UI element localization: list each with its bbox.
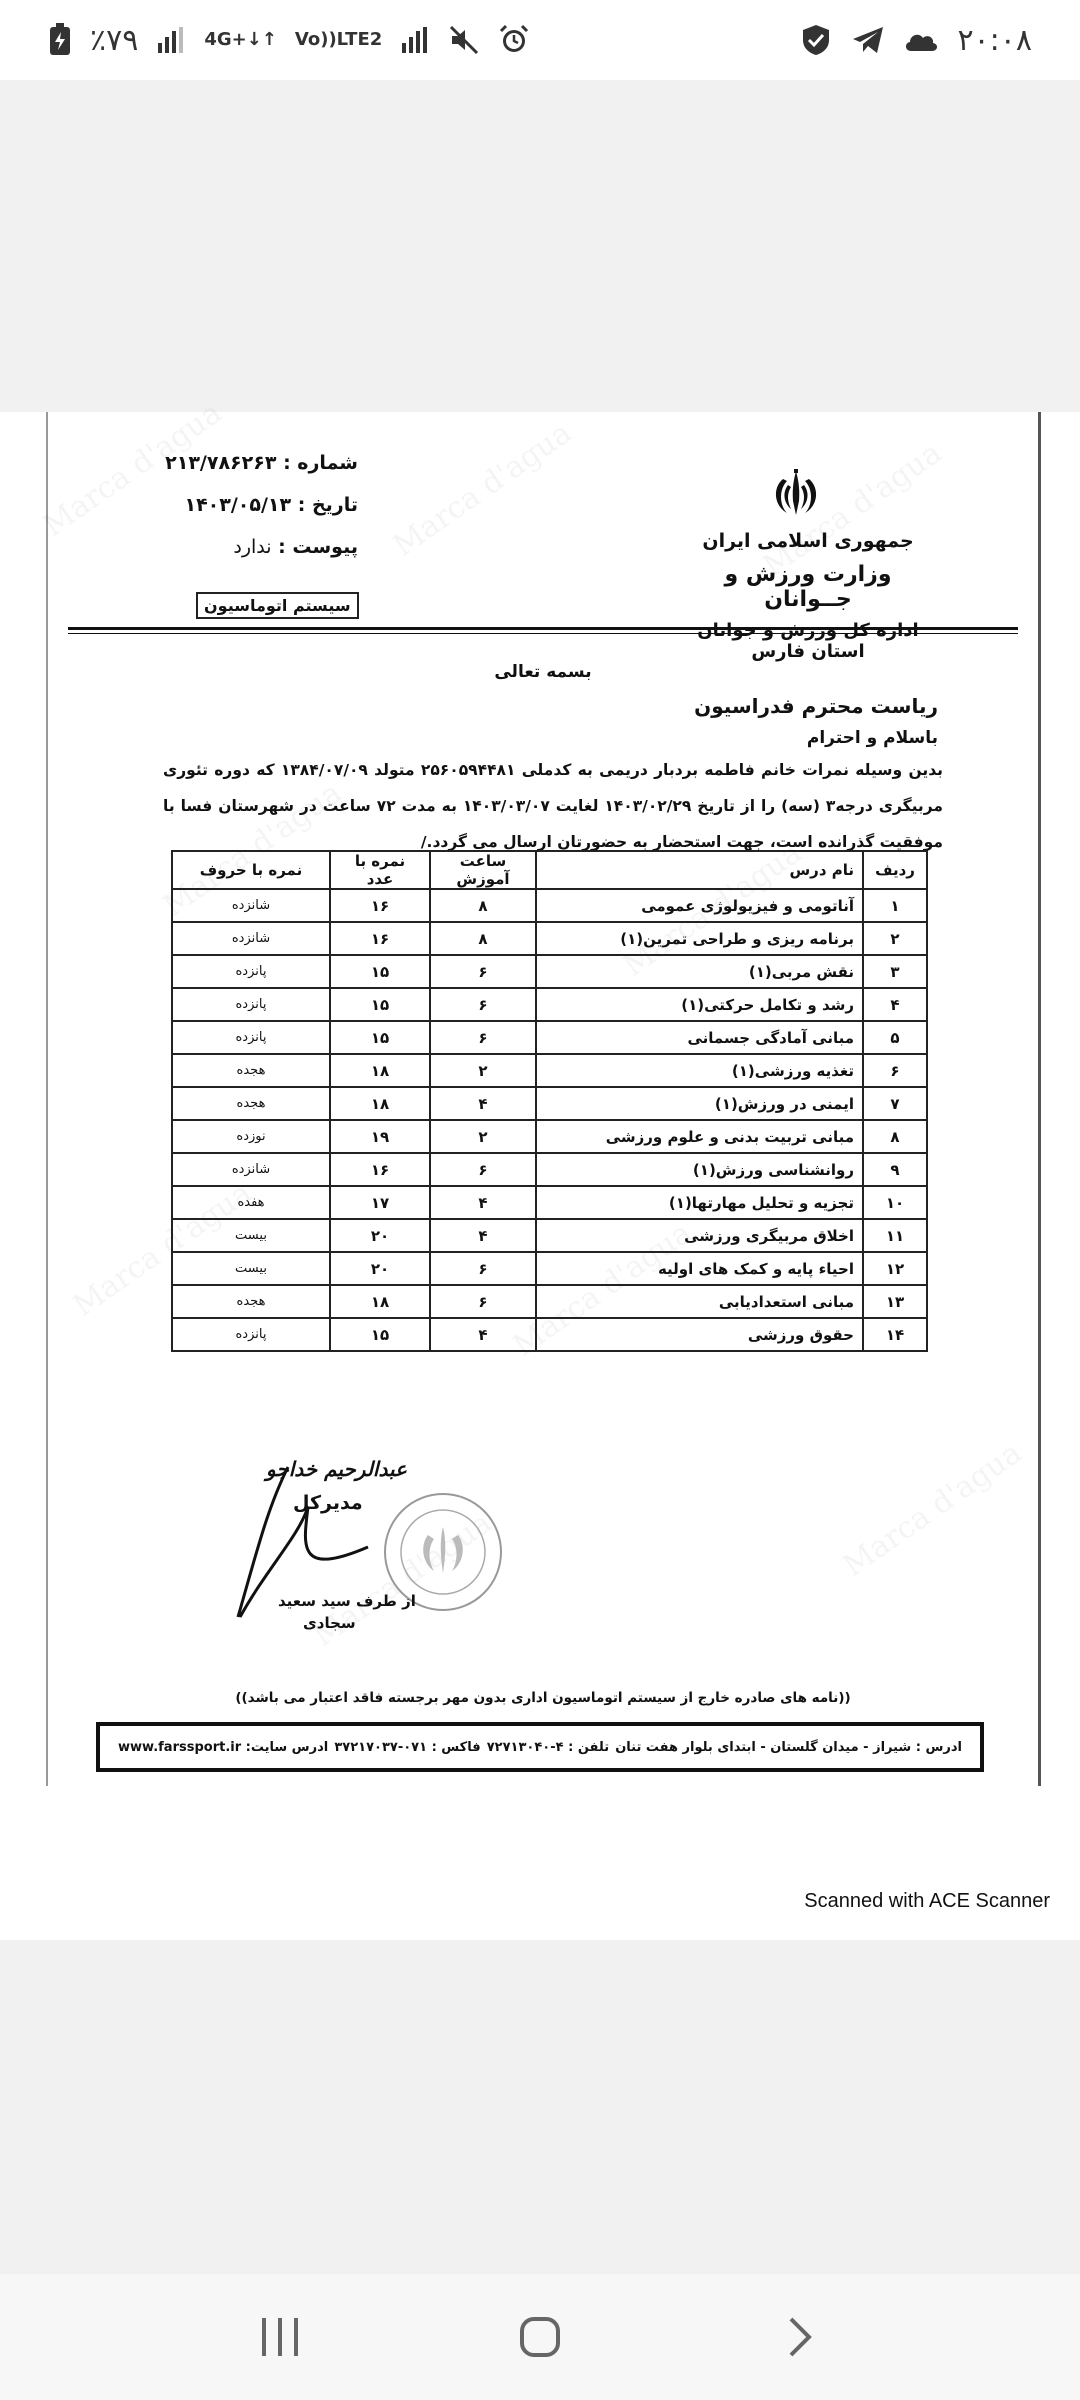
navigation-bar	[0, 2274, 1080, 2400]
course-name-cell: تجزیه و تحلیل مهارتها(۱)	[536, 1186, 863, 1219]
score-words-cell: بیست	[172, 1219, 330, 1252]
column-header: ساعت آموزش	[430, 851, 536, 889]
training-hours-cell: ۸	[430, 922, 536, 955]
training-hours-cell: ۴	[430, 1318, 536, 1351]
course-name-cell: حقوق ورزشی	[536, 1318, 863, 1351]
score-words-cell: هجده	[172, 1054, 330, 1087]
table-row	[172, 1285, 927, 1318]
row-number-cell: ۳	[863, 955, 927, 988]
grades-table	[171, 850, 928, 1352]
iran-emblem-icon	[765, 467, 827, 522]
course-name-cell: برنامه ریزی و طراحی تمرین(۱)	[536, 922, 863, 955]
course-name-cell: احیاء پایه و کمک های اولیه	[536, 1252, 863, 1285]
org-line-2: وزارت ورزش و جــوانان	[724, 562, 892, 612]
row-number-cell: ۱۴	[863, 1318, 927, 1351]
course-name-cell: نقش مربی(۱)	[536, 955, 863, 988]
document-page[interactable]	[0, 412, 1080, 1940]
home-icon	[518, 2315, 562, 2359]
row-number-cell: ۱۱	[863, 1219, 927, 1252]
score-words-cell: هفده	[172, 1186, 330, 1219]
header-divider	[68, 627, 1018, 630]
score-number-cell: ۱۵	[330, 1021, 430, 1054]
training-hours-cell: ۴	[430, 1087, 536, 1120]
table-row	[172, 1021, 927, 1054]
column-header: ردیف	[863, 851, 927, 889]
table-row	[172, 1054, 927, 1087]
training-hours-cell: ۶	[430, 1285, 536, 1318]
scanner-note: Scanned with ACE Scanner	[804, 1890, 1050, 1912]
letter-number: شماره : ۲۱۳/۷۸۶۲۶۳	[165, 452, 358, 474]
course-name-cell: رشد و تکامل حرکتی(۱)	[536, 988, 863, 1021]
training-hours-cell: ۶	[430, 988, 536, 1021]
table-row	[172, 922, 927, 955]
row-number-cell: ۹	[863, 1153, 927, 1186]
course-name-cell: اخلاق مربیگری ورزشی	[536, 1219, 863, 1252]
footer-contact-box	[96, 1722, 984, 1772]
footer-phone: تلفن : ۴-۷۲۷۱۳۰۴۰	[486, 1739, 610, 1755]
row-number-cell: ۱۰	[863, 1186, 927, 1219]
table-row	[172, 1219, 927, 1252]
row-number-cell: ۱۳	[863, 1285, 927, 1318]
row-number-cell: ۱۲	[863, 1252, 927, 1285]
back-button[interactable]	[760, 2297, 840, 2377]
table-body	[172, 889, 927, 1351]
footer-note: ((نامه های صادره خارج از سیستم اتوماسیون اداری بدون مهر برجسته فاقد اعتبار می باشد))	[235, 1690, 851, 1706]
organization-header	[678, 530, 938, 662]
recent-apps-icon	[258, 2316, 302, 2358]
table-row	[172, 1252, 927, 1285]
watermark	[387, 415, 578, 564]
table-row	[172, 889, 927, 922]
training-hours-cell: ۲	[430, 1054, 536, 1087]
letter-date: تاریخ : ۱۴۰۳/۰۵/۱۳	[184, 494, 358, 516]
training-hours-cell: ۶	[430, 1252, 536, 1285]
cloud-icon	[903, 27, 939, 53]
telegram-icon	[851, 25, 885, 55]
status-right	[799, 23, 1032, 58]
column-header: نمره با حروف	[172, 851, 330, 889]
course-name-cell: روانشناسی ورزش(۱)	[536, 1153, 863, 1186]
score-words-cell: شانزده	[172, 889, 330, 922]
signed-by: از طرف سید سعید	[278, 1592, 416, 1610]
recent-apps-button[interactable]	[240, 2297, 320, 2377]
course-name-cell: مبانی آمادگی جسمانی	[536, 1021, 863, 1054]
score-words-cell: هجده	[172, 1087, 330, 1120]
signed-by: سجادی	[303, 1614, 356, 1632]
training-hours-cell: ۴	[430, 1186, 536, 1219]
score-words-cell: نوزده	[172, 1120, 330, 1153]
training-hours-cell: ۶	[430, 955, 536, 988]
salutation: باسلام و احترام	[806, 728, 938, 748]
row-number-cell: ۸	[863, 1120, 927, 1153]
table-header-row	[172, 851, 927, 889]
training-hours-cell: ۶	[430, 1153, 536, 1186]
clock-time: ۲۰:۰۸	[957, 22, 1032, 58]
signal-icon	[400, 25, 430, 55]
network-indicator: 4G+ ↓↑	[204, 29, 277, 50]
score-number-cell: ۱۹	[330, 1120, 430, 1153]
course-name-cell: آناتومی و فیزیولوژی عمومی	[536, 889, 863, 922]
score-number-cell: ۱۶	[330, 1153, 430, 1186]
viewer-background-bottom	[0, 1940, 1080, 2274]
training-hours-cell: ۶	[430, 1021, 536, 1054]
header-divider	[68, 633, 1018, 634]
footer-address: ادرس : شیراز - میدان گلستان - ابتدای بلوار هفت تنان	[615, 1739, 962, 1755]
home-button[interactable]	[500, 2297, 580, 2377]
signal-icon	[156, 25, 186, 55]
row-number-cell: ۱	[863, 889, 927, 922]
row-number-cell: ۶	[863, 1054, 927, 1087]
letter-meta	[165, 442, 358, 568]
score-number-cell: ۱۶	[330, 889, 430, 922]
signature-title: مدیرکل	[293, 1492, 363, 1514]
table-row	[172, 1153, 927, 1186]
mute-icon	[448, 24, 480, 56]
watermark	[837, 1435, 1028, 1584]
footer-site: ادرس سایت: www.farssport.ir	[118, 1739, 329, 1755]
besmeh: بسمه تعالی	[494, 662, 592, 682]
data-arrows-icon: ↓↑	[246, 29, 277, 50]
score-number-cell: ۱۵	[330, 1318, 430, 1351]
table-row	[172, 1120, 927, 1153]
course-name-cell: ایمنی در ورزش(۱)	[536, 1087, 863, 1120]
score-number-cell: ۱۶	[330, 922, 430, 955]
column-header: نمره با عدد	[330, 851, 430, 889]
course-name-cell: مبانی تربیت بدنی و علوم ورزشی	[536, 1120, 863, 1153]
row-number-cell: ۷	[863, 1087, 927, 1120]
score-words-cell: شانزده	[172, 1153, 330, 1186]
org-line-3: اداره کل ورزش و جوانان استان فارس	[697, 620, 919, 662]
org-line-1: جمهوری اسلامی ایران	[702, 530, 914, 552]
table-row	[172, 1087, 927, 1120]
score-words-cell: پانزده	[172, 1318, 330, 1351]
row-number-cell: ۲	[863, 922, 927, 955]
volte-indicator: Vo)) LTE2	[294, 29, 383, 50]
letter-attachment: پیوست : ندارد	[233, 536, 358, 558]
course-name-cell: مبانی استعدادیابی	[536, 1285, 863, 1318]
alarm-icon	[498, 24, 530, 56]
table-row	[172, 1186, 927, 1219]
score-words-cell: پانزده	[172, 1021, 330, 1054]
table-row	[172, 988, 927, 1021]
score-number-cell: ۲۰	[330, 1219, 430, 1252]
footer-fax: فاکس : ۰۷۱-۳۷۲۱۷۰۳۷	[334, 1739, 481, 1755]
score-words-cell: بیست	[172, 1252, 330, 1285]
row-number-cell: ۴	[863, 988, 927, 1021]
automation-box: سیستم اتوماسیون	[196, 592, 359, 619]
score-number-cell: ۱۸	[330, 1285, 430, 1318]
score-words-cell: هجده	[172, 1285, 330, 1318]
shield-icon	[799, 23, 833, 57]
course-name-cell: تغذیه ورزشی(۱)	[536, 1054, 863, 1087]
training-hours-cell: ۲	[430, 1120, 536, 1153]
score-words-cell: شانزده	[172, 922, 330, 955]
addressee: ریاست محترم فدراسیون	[694, 694, 938, 718]
training-hours-cell: ۸	[430, 889, 536, 922]
back-icon	[785, 2315, 815, 2359]
score-number-cell: ۱۷	[330, 1186, 430, 1219]
score-number-cell: ۱۸	[330, 1054, 430, 1087]
column-header: نام درس	[536, 851, 863, 889]
training-hours-cell: ۴	[430, 1219, 536, 1252]
score-words-cell: پانزده	[172, 988, 330, 1021]
table-row	[172, 1318, 927, 1351]
table-row	[172, 955, 927, 988]
score-number-cell: ۱۵	[330, 988, 430, 1021]
status-left	[48, 23, 530, 58]
status-bar	[0, 0, 1080, 80]
score-number-cell: ۱۸	[330, 1087, 430, 1120]
signature-name: عبدالرحیم خداجو	[266, 1457, 407, 1481]
battery-percent: ٪۷۹	[90, 22, 139, 58]
score-number-cell: ۱۵	[330, 955, 430, 988]
score-number-cell: ۲۰	[330, 1252, 430, 1285]
battery-charging-icon	[48, 23, 72, 57]
letter-body: بدین وسیله نمرات خانم فاطمه بردبار دریمی به کدملی ۲۵۶۰۵۹۴۴۸۱ متولد ۱۳۸۴/۰۷/۰۹ که دوره تئوری مربیگری درجه۳ (سه) را از تاریخ ۱۴۰۳/۰۲/۲۹ لغایت ۱۴۰۳/۰۳/۰۷ به مدت ۷۲ ساعت در شهرستان فسا با موفقیت گذرانده است، جهت استحضار به حضورتان ارسال می گردد./	[163, 761, 943, 851]
viewer-background-top	[0, 80, 1080, 412]
score-words-cell: پانزده	[172, 955, 330, 988]
scanned-letter	[46, 412, 1041, 1786]
row-number-cell: ۵	[863, 1021, 927, 1054]
